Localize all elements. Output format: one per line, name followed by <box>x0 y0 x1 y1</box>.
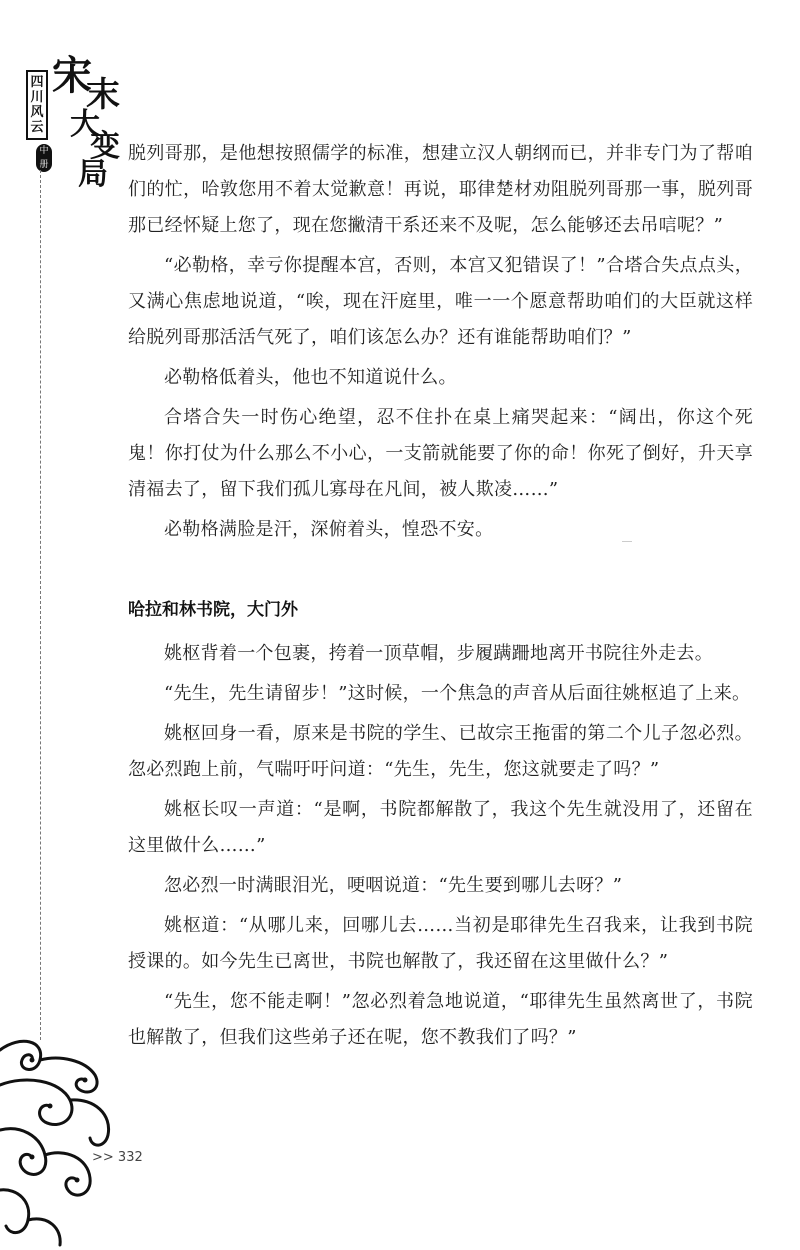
paragraph: 必勒格低着头，他也不知道说什么。 <box>164 367 457 388</box>
book-title-char: 末 <box>86 75 120 115</box>
series-tag-char: 四 <box>30 75 44 90</box>
paragraph: “先生，先生请留步！”这时候，一个焦急的声音从后面往姚枢追了上来。 <box>164 683 751 704</box>
page-body <box>128 136 753 1060</box>
paragraph: “先生，您不能走啊！”忽必烈着急地说道，“耶律先生虽然离世了，书院也解散了，但我们这些弟子还在呢，您不教我们了吗？” <box>128 991 753 1048</box>
print-speck <box>622 541 632 542</box>
paragraph: “必勒格，幸亏你提醒本宫，否则，本宫又犯错误了！”合塔合失点点头，又满心焦虑地说道，“唉，现在汗庭里，唯一一个愿意帮助咱们的大臣就这样给脱列哥那活活气死了，咱们该怎么办？还有谁能帮助咱们？” <box>128 255 753 348</box>
margin-dashed-rule <box>40 170 41 1040</box>
series-tag <box>26 70 48 140</box>
book-title-char: 宋 <box>52 52 92 99</box>
book-title-char: 局 <box>78 157 108 192</box>
paragraph: 忽必烈一时满眼泪光，哽咽说道：“先生要到哪儿去呀？” <box>164 875 623 896</box>
page-number: >> 332 <box>92 1150 143 1165</box>
book-title-char: 大 <box>70 107 100 142</box>
paragraph: 姚枢道：“从哪儿来，回哪儿去……当初是耶律先生召我来，让我到书院授课的。如今先生已离世，书院也解散了，我还留在这里做什么？” <box>128 915 753 972</box>
book-title-char: 变 <box>90 129 120 164</box>
scene-heading: 哈拉和林书院，大门外 <box>128 600 298 620</box>
paragraph: 姚枢回身一看，原来是书院的学生、已故宗王拖雷的第二个儿子忽必烈。忽必烈跑上前，气喘吁吁问道：“先生，先生，您这就要走了吗？” <box>128 723 753 780</box>
paragraph: 必勒格满脸是汗，深俯着头，惶恐不安。 <box>164 519 494 540</box>
paragraph: 合塔合失一时伤心绝望，忍不住扑在桌上痛哭起来：“阔出，你这个死鬼！你打仗为什么那么不小心，一支箭就能要了你的命！你死了倒好，升天享清福去了，留下我们孤儿寡母在凡间，被人欺凌……” <box>128 407 753 500</box>
cloud-ornament-icon <box>0 1030 120 1250</box>
paragraph: 姚枢背着一个包裹，挎着一顶草帽，步履蹒跚地离开书院往外走去。 <box>164 643 713 664</box>
series-tag-char: 风 <box>30 105 44 120</box>
series-tag-char: 云 <box>30 120 44 135</box>
series-tag-char: 川 <box>30 90 44 105</box>
volume-mark: 中册 <box>36 144 52 172</box>
paragraph: 脱列哥那，是他想按照儒学的标准，想建立汉人朝纲而已，并非专门为了帮咱们的忙，哈敦您用不着太觉歉意！再说，耶律楚材劝阻脱列哥那一事，脱列哥那已经怀疑上您了，现在您撇清干系还来不及呢，怎么能够还去吊唁呢？” <box>128 143 753 236</box>
paragraph: 姚枢长叹一声道：“是啊，书院都解散了，我这个先生就没用了，还留在这里做什么……” <box>128 799 753 856</box>
